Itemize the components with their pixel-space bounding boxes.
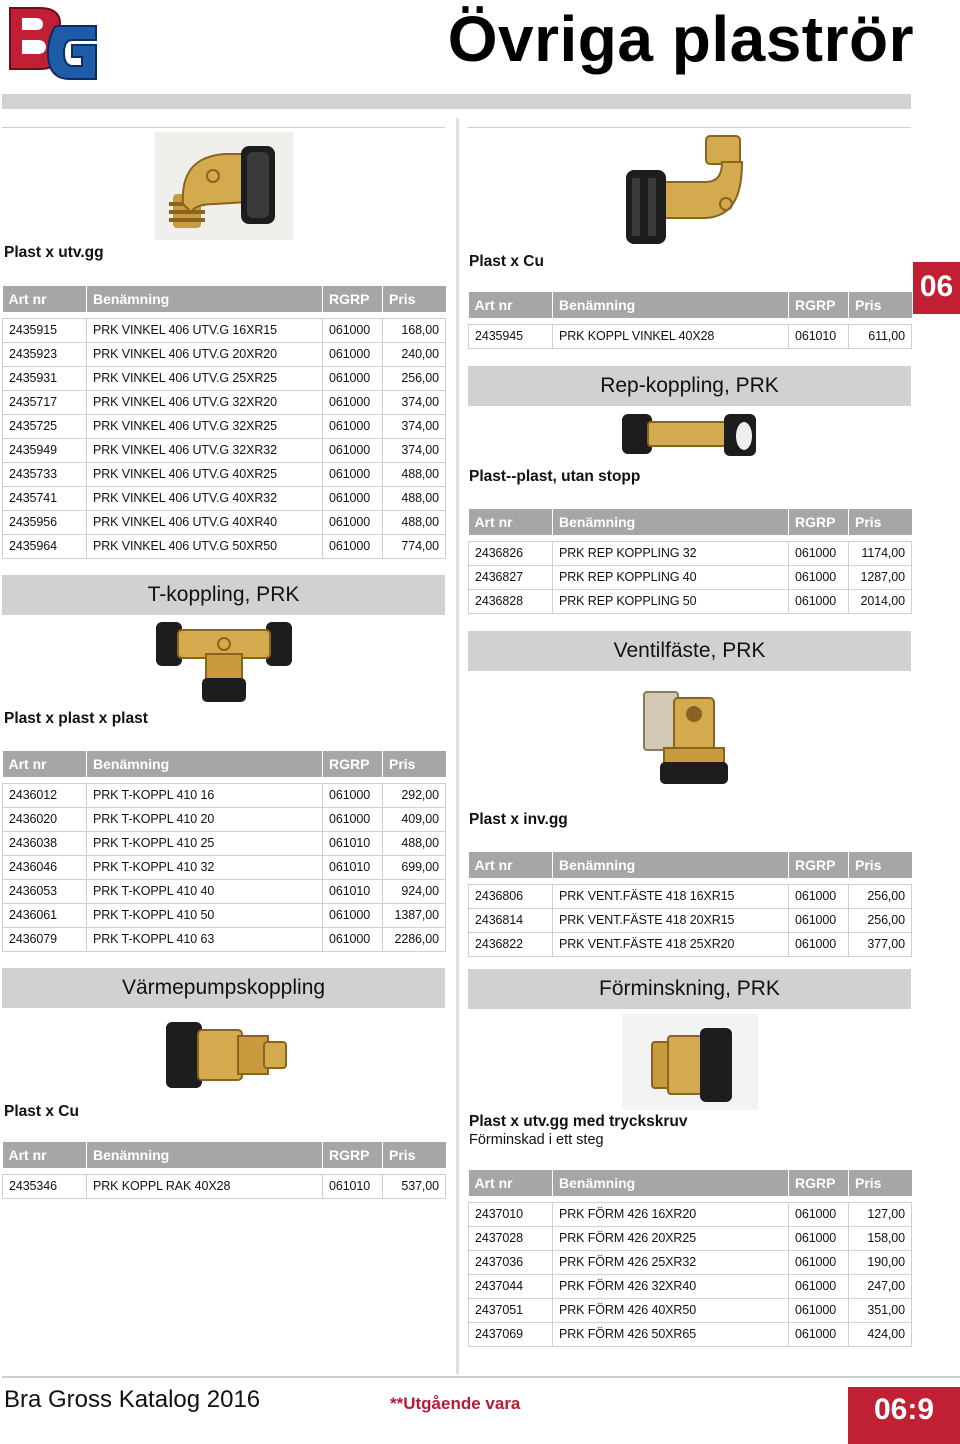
repair-coupling-image xyxy=(620,408,760,464)
section-label: Plast x utv.gg med tryckskruv xyxy=(469,1113,688,1130)
table-row: 2436053 PRK T-KOPPL 410 40 061010 924,00 xyxy=(3,879,446,903)
section-label: Plast x inv.gg xyxy=(469,811,568,828)
table-row: 2435964 PRK VINKEL 406 UTV.G 50XR50 061000 774,00 xyxy=(3,534,446,558)
table-row: 2435956 PRK VINKEL 406 UTV.G 40XR40 061000 488,00 xyxy=(3,510,446,534)
divider xyxy=(2,127,445,128)
table-row: 2435931 PRK VINKEL 406 UTV.G 25XR25 061000 256,00 xyxy=(3,366,446,390)
price-table-tkoppling xyxy=(2,751,446,952)
col-header-benamning: Benämning xyxy=(87,751,323,777)
col-header-pris: Pris xyxy=(383,286,446,312)
col-header-pris: Pris xyxy=(849,292,912,318)
col-header-rgrp: RGRP xyxy=(789,852,849,878)
section-label: Plast x Cu xyxy=(4,1103,79,1120)
col-header-benamning: Benämning xyxy=(553,292,789,318)
divider xyxy=(468,127,911,128)
section-banner-ventilfaste: Ventilfäste, PRK xyxy=(468,631,911,671)
section-label: Plast x plast x plast xyxy=(4,710,148,727)
col-header-rgrp: RGRP xyxy=(789,292,849,318)
table-row: 2436012 PRK T-KOPPL 410 16 061000 292,00 xyxy=(3,783,446,807)
table-row: 2436806 PRK VENT.FÄSTE 418 16XR15 061000 256,00 xyxy=(469,884,912,908)
col-header-rgrp: RGRP xyxy=(789,509,849,535)
price-table-varmepump xyxy=(2,1142,446,1199)
page-title: Övriga plaströr xyxy=(447,3,914,75)
reducer-image xyxy=(622,1014,758,1110)
table-row: 2435949 PRK VINKEL 406 UTV.G 32XR32 061000 374,00 xyxy=(3,438,446,462)
elbow-fitting-image xyxy=(155,132,293,240)
table-row: 2436828 PRK REP KOPPLING 50 061000 2014,00 xyxy=(469,589,912,613)
table-row: 2435725 PRK VINKEL 406 UTV.G 32XR25 061000 374,00 xyxy=(3,414,446,438)
table-row: 2435741 PRK VINKEL 406 UTV.G 40XR32 061000 488,00 xyxy=(3,486,446,510)
col-header-artnr: Art nr xyxy=(469,509,553,535)
col-header-artnr: Art nr xyxy=(3,751,87,777)
table-row: 2436038 PRK T-KOPPL 410 25 061010 488,00 xyxy=(3,831,446,855)
col-header-pris: Pris xyxy=(383,1142,446,1168)
table-row: 2436079 PRK T-KOPPL 410 63 061000 2286,00 xyxy=(3,927,446,951)
table-row: 2435733 PRK VINKEL 406 UTV.G 40XR25 061000 488,00 xyxy=(3,462,446,486)
table-row: 2437028 PRK FÖRM 426 20XR25 061000 158,00 xyxy=(469,1226,912,1250)
table-row: 2435945 PRK KOPPL VINKEL 40X28 061010 611,00 xyxy=(469,324,912,348)
col-header-rgrp: RGRP xyxy=(323,751,383,777)
section-banner-varmepump: Värmepumpskoppling xyxy=(2,968,445,1008)
section-banner-forminskning: Förminskning, PRK xyxy=(468,969,911,1009)
table-row: 2436827 PRK REP KOPPLING 40 061000 1287,00 xyxy=(469,565,912,589)
table-row: 2436020 PRK T-KOPPL 410 20 061000 409,00 xyxy=(3,807,446,831)
col-header-pris: Pris xyxy=(383,751,446,777)
table-row: 2436826 PRK REP KOPPLING 32 061000 1174,00 xyxy=(469,541,912,565)
table-row: 2437036 PRK FÖRM 426 25XR32 061000 190,00 xyxy=(469,1250,912,1274)
col-header-artnr: Art nr xyxy=(469,1170,553,1196)
price-table-forminskning xyxy=(468,1170,912,1347)
valve-bracket-image xyxy=(638,688,738,788)
table-row: 2436822 PRK VENT.FÄSTE 418 25XR20 061000 377,00 xyxy=(469,932,912,956)
col-header-benamning: Benämning xyxy=(553,509,789,535)
col-header-benamning: Benämning xyxy=(553,1170,789,1196)
table-row: 2435717 PRK VINKEL 406 UTV.G 32XR20 061000 374,00 xyxy=(3,390,446,414)
table-row: 2436046 PRK T-KOPPL 410 32 061010 699,00 xyxy=(3,855,446,879)
price-table-utvgg xyxy=(2,286,446,559)
table-row: 2437044 PRK FÖRM 426 32XR40 061000 247,00 xyxy=(469,1274,912,1298)
price-table-plastcu xyxy=(468,292,912,349)
col-header-artnr: Art nr xyxy=(3,286,87,312)
catalog-name: Bra Gross Katalog 2016 xyxy=(4,1386,261,1413)
col-header-rgrp: RGRP xyxy=(323,1142,383,1168)
table-row: 2437069 PRK FÖRM 426 50XR65 061000 424,00 xyxy=(469,1322,912,1346)
bg-logo xyxy=(2,2,102,86)
t-fitting-image xyxy=(154,618,294,704)
footer-divider xyxy=(2,1376,960,1378)
section-banner-repkoppling: Rep-koppling, PRK xyxy=(468,366,911,406)
page-number: 06:9 xyxy=(848,1387,960,1444)
section-label: Plast--plast, utan stopp xyxy=(469,468,641,485)
table-row: 2435346 PRK KOPPL RAK 40X28 061010 537,00 xyxy=(3,1174,446,1198)
col-header-artnr: Art nr xyxy=(469,292,553,318)
heatpump-coupling-image xyxy=(164,1016,288,1092)
price-table-repkoppling xyxy=(468,509,912,614)
col-header-pris: Pris xyxy=(849,1170,912,1196)
section-label: Plast x utv.gg xyxy=(4,244,104,261)
chapter-tab: 06 xyxy=(913,262,960,314)
table-row: 2437051 PRK FÖRM 426 40XR50 061000 351,00 xyxy=(469,1298,912,1322)
col-header-benamning: Benämning xyxy=(553,852,789,878)
col-header-artnr: Art nr xyxy=(469,852,553,878)
section-banner-tkoppling: T-koppling, PRK xyxy=(2,575,445,615)
col-header-benamning: Benämning xyxy=(87,286,323,312)
cu-elbow-image xyxy=(622,134,758,246)
col-header-rgrp: RGRP xyxy=(789,1170,849,1196)
section-sublabel: Förminskad i ett steg xyxy=(469,1132,604,1148)
header-band xyxy=(2,94,911,109)
col-header-artnr: Art nr xyxy=(3,1142,87,1168)
col-header-pris: Pris xyxy=(849,509,912,535)
col-header-pris: Pris xyxy=(849,852,912,878)
discontinued-note: **Utgående vara xyxy=(390,1394,521,1413)
table-row: 2436061 PRK T-KOPPL 410 50 061000 1387,00 xyxy=(3,903,446,927)
table-row: 2435923 PRK VINKEL 406 UTV.G 20XR20 061000 240,00 xyxy=(3,342,446,366)
col-header-rgrp: RGRP xyxy=(323,286,383,312)
section-label: Plast x Cu xyxy=(469,253,544,270)
table-row: 2437010 PRK FÖRM 426 16XR20 061000 127,00 xyxy=(469,1202,912,1226)
table-row: 2435915 PRK VINKEL 406 UTV.G 16XR15 061000 168,00 xyxy=(3,318,446,342)
column-separator xyxy=(456,118,459,1374)
table-row: 2436814 PRK VENT.FÄSTE 418 20XR15 061000 256,00 xyxy=(469,908,912,932)
price-table-ventilfaste xyxy=(468,852,912,957)
col-header-benamning: Benämning xyxy=(87,1142,323,1168)
